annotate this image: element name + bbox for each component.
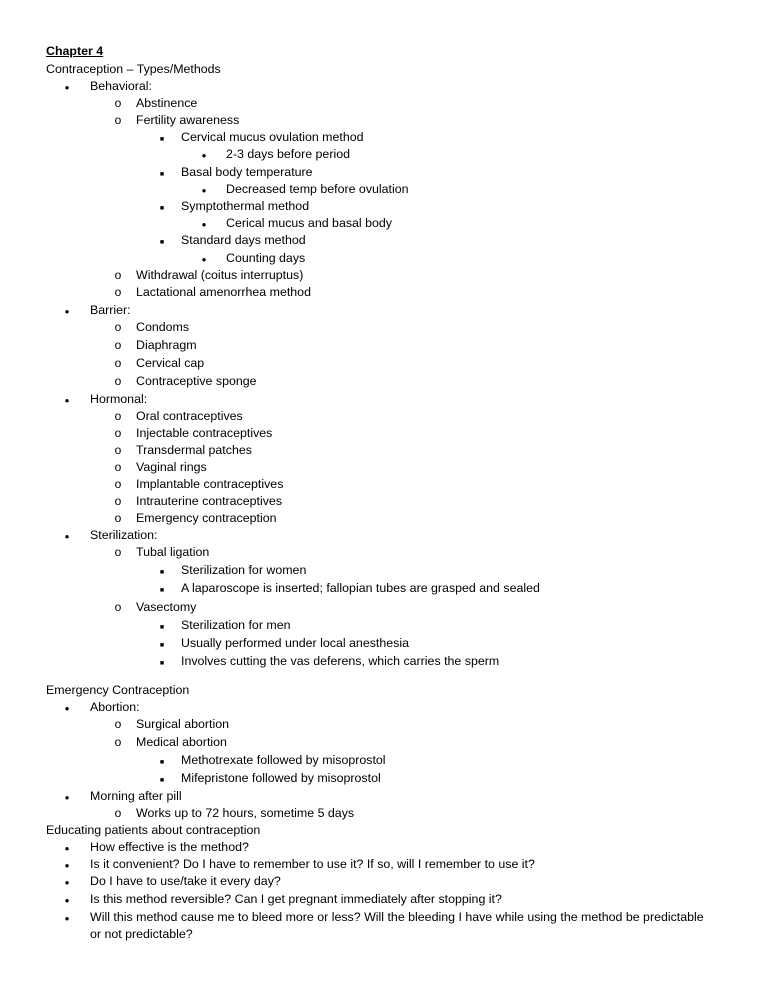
page-title: Chapter 4 bbox=[46, 44, 104, 58]
bullet-icon bbox=[108, 476, 128, 493]
bullet-icon bbox=[108, 319, 128, 336]
list-item: Sterilization for women bbox=[181, 563, 307, 577]
list-item: Sterilization for men bbox=[181, 618, 291, 632]
bullet-icon bbox=[108, 442, 128, 459]
bullet-icon bbox=[108, 459, 128, 476]
bullet-icon bbox=[108, 599, 128, 616]
list-item: Contraceptive sponge bbox=[136, 374, 257, 388]
list-item: Transdermal patches bbox=[136, 443, 252, 457]
bullet-icon bbox=[108, 355, 128, 372]
bullet-icon bbox=[152, 653, 172, 672]
list-item: Is this method reversible? Can I get pregnant immediately after stopping it? bbox=[90, 892, 502, 906]
bullet-icon bbox=[108, 805, 128, 822]
bullet-icon bbox=[152, 164, 172, 183]
bullet-icon bbox=[57, 856, 77, 874]
list-item: Is it convenient? Do I have to remember to use it? If so, will I remember to use it? bbox=[90, 857, 535, 871]
list-item: Standard days method bbox=[181, 233, 306, 247]
list-item: Injectable contraceptives bbox=[136, 426, 273, 440]
bullet-icon bbox=[57, 302, 77, 320]
bullet-icon bbox=[108, 425, 128, 442]
list-item: Basal body temperature bbox=[181, 165, 313, 179]
bullet-icon bbox=[57, 527, 77, 545]
list-item: Condoms bbox=[136, 320, 190, 334]
list-item: Oral contraceptives bbox=[136, 409, 243, 423]
bullet-icon bbox=[57, 839, 77, 857]
list-item: Surgical abortion bbox=[136, 717, 229, 731]
bullet-icon bbox=[108, 337, 128, 354]
list-item: Abortion: bbox=[90, 700, 140, 714]
list-item: Withdrawal (coitus interruptus) bbox=[136, 268, 304, 282]
list-item: How effective is the method? bbox=[90, 840, 249, 854]
bullet-icon bbox=[152, 580, 172, 599]
bullet-icon bbox=[194, 250, 214, 268]
list-item: Vaginal rings bbox=[136, 460, 207, 474]
list-item: Decreased temp before ovulation bbox=[226, 182, 409, 196]
bullet-icon bbox=[108, 408, 128, 425]
bullet-icon bbox=[108, 112, 128, 129]
list-item: Fertility awareness bbox=[136, 113, 240, 127]
bullet-icon bbox=[108, 510, 128, 527]
bullet-icon bbox=[152, 752, 172, 771]
bullet-icon bbox=[152, 635, 172, 654]
bullet-icon bbox=[108, 716, 128, 733]
bullet-icon bbox=[194, 146, 214, 164]
list-item: Abstinence bbox=[136, 96, 198, 110]
list-item: Usually performed under local anesthesia bbox=[181, 636, 409, 650]
list-item: Sterilization: bbox=[90, 528, 158, 542]
bullet-icon bbox=[108, 734, 128, 751]
list-item: Methotrexate followed by misoprostol bbox=[181, 753, 386, 767]
bullet-icon bbox=[108, 544, 128, 561]
bullet-icon bbox=[152, 562, 172, 581]
list-item: 2-3 days before period bbox=[226, 147, 350, 161]
bullet-icon bbox=[108, 95, 128, 112]
list-item: Diaphragm bbox=[136, 338, 197, 352]
list-item: Do I have to use/take it every day? bbox=[90, 874, 281, 888]
list-item-continuation: or not predictable? bbox=[90, 927, 193, 941]
section-heading-educating: Educating patients about contraception bbox=[46, 823, 261, 837]
bullet-icon bbox=[57, 78, 77, 96]
bullet-icon bbox=[108, 373, 128, 390]
bullet-icon bbox=[108, 284, 128, 301]
list-item: Cervical cap bbox=[136, 356, 205, 370]
list-item: Lactational amenorrhea method bbox=[136, 285, 311, 299]
bullet-icon bbox=[57, 699, 77, 717]
list-item: A laparoscope is inserted; fallopian tubes are grasped and sealed bbox=[181, 581, 540, 595]
bullet-icon bbox=[194, 215, 214, 233]
list-item: Cerical mucus and basal body bbox=[226, 216, 392, 230]
bullet-icon bbox=[152, 770, 172, 789]
list-item: Symptothermal method bbox=[181, 199, 310, 213]
list-item: Emergency contraception bbox=[136, 511, 277, 525]
bullet-icon bbox=[152, 129, 172, 148]
bullet-icon bbox=[108, 493, 128, 510]
list-item: Medical abortion bbox=[136, 735, 227, 749]
bullet-icon bbox=[152, 198, 172, 217]
section-heading-contraception: Contraception – Types/Methods bbox=[46, 62, 221, 76]
bullet-icon bbox=[57, 788, 77, 806]
list-item: Hormonal: bbox=[90, 392, 148, 406]
list-item: Works up to 72 hours, sometime 5 days bbox=[136, 806, 355, 820]
list-item: Mifepristone followed by misoprostol bbox=[181, 771, 381, 785]
list-item: Vasectomy bbox=[136, 600, 197, 614]
bullet-icon bbox=[194, 181, 214, 199]
list-item: Cervical mucus ovulation method bbox=[181, 130, 364, 144]
list-item: Involves cutting the vas deferens, which carries the sperm bbox=[181, 654, 500, 668]
bullet-icon bbox=[57, 873, 77, 891]
bullet-icon bbox=[57, 909, 77, 927]
list-item: Will this method cause me to bleed more or less? Will the bleeding I have while using the method be predictable bbox=[90, 910, 704, 924]
list-item: Tubal ligation bbox=[136, 545, 210, 559]
list-item: Behavioral: bbox=[90, 79, 152, 93]
bullet-icon bbox=[152, 617, 172, 636]
bullet-icon bbox=[152, 232, 172, 251]
list-item: Implantable contraceptives bbox=[136, 477, 284, 491]
bullet-icon bbox=[57, 891, 77, 909]
list-item: Morning after pill bbox=[90, 789, 182, 803]
list-item: Intrauterine contraceptives bbox=[136, 494, 283, 508]
section-heading-emergency: Emergency Contraception bbox=[46, 683, 190, 697]
bullet-icon bbox=[57, 391, 77, 409]
bullet-icon bbox=[108, 267, 128, 284]
list-item: Barrier: bbox=[90, 303, 131, 317]
list-item: Counting days bbox=[226, 251, 306, 265]
